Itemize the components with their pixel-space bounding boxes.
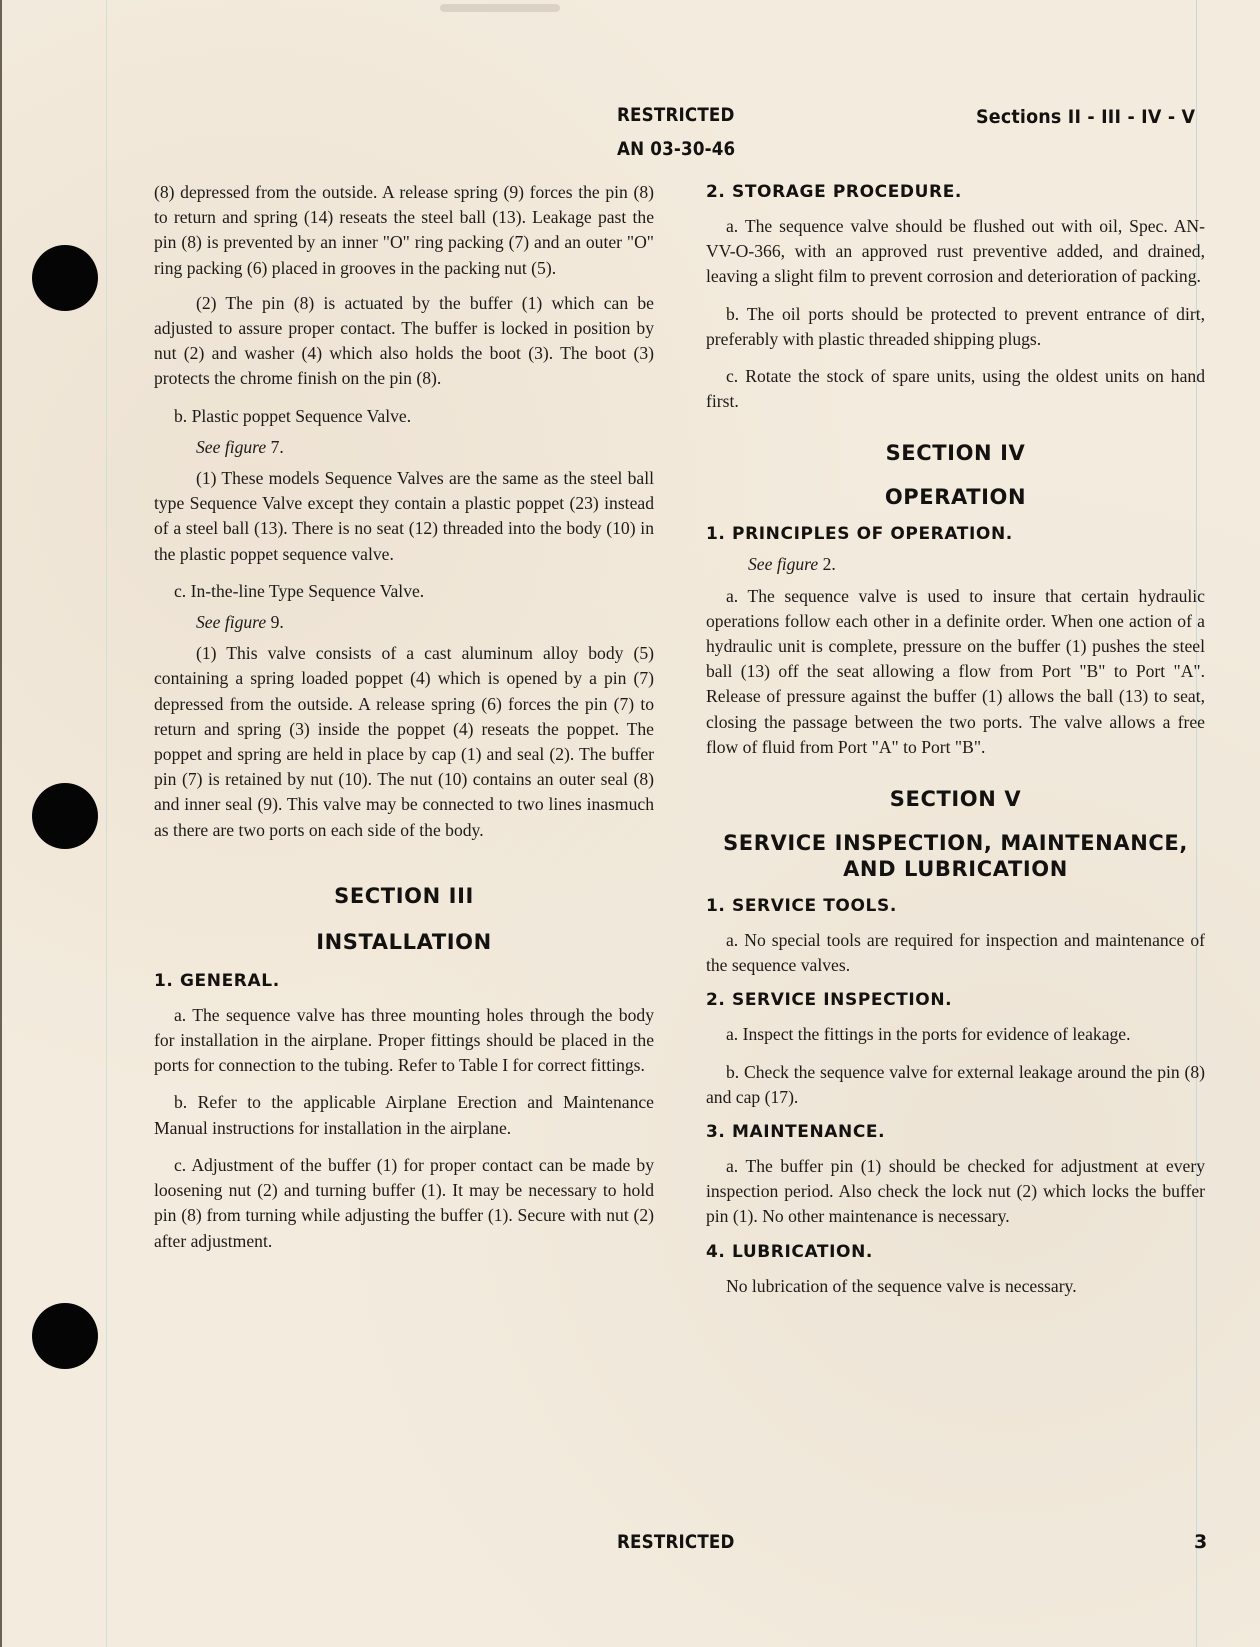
binder-hole-icon <box>32 783 98 849</box>
subsection-heading: 3. MAINTENANCE. <box>706 1122 886 1143</box>
subsection-heading: 1. PRINCIPLES OF OPERATION. <box>706 524 1013 545</box>
subsection-heading: 2. STORAGE PROCEDURE. <box>706 182 962 202</box>
paragraph: a. The buffer pin (1) should be checked for adjustment at every inspection period. Also check the lock nut (2) which locks the buffer pin (1). No other maintenance is necessary. <box>706 1156 1205 1227</box>
page-number: 3 <box>1194 1531 1208 1553</box>
paragraph: (2) The pin (8) is actuated by the buffer (1) which can be adjusted to assure proper contact. The buffer is locked in position by nut (2) and washer (4) which also holds the boot (3). The boot (3) protects the chrome finish on the pin (8). <box>154 292 654 389</box>
binder-hole-icon <box>32 245 98 311</box>
header-document-number: AN 03-30-46 <box>617 138 736 160</box>
page-edge <box>0 0 2 1647</box>
paragraph: No lubrication of the sequence valve is necessary. <box>726 1275 1077 1296</box>
paragraph: a. The sequence valve is used to insure that certain hydraulic operations follow each other in a definite order. When one action of a hydraulic unit is complete, pressure on the buffer (1) pushes the steel ball (13) off the seat allowing a flow from Port "B" to Port "A". Release of pressure against the buffer (1) allows the ball (13) to seat, closing the passage between the two ports. The valve allows a free flow of fluid from Port "A" to Port "B". <box>706 585 1205 757</box>
subsection-heading: 4. LUBRICATION. <box>706 1241 873 1262</box>
paragraph: (8) depressed from the outside. A release spring (9) forces the pin (8) to return and spring (14) reseats the steel ball (13). Leakage past the pin (8) is prevented by an inner "O" ring packing (7) and an outer "O" ring packing (6) placed in grooves in the packing nut (5). <box>154 182 654 278</box>
left-column <box>154 180 654 1254</box>
paragraph: b. Refer to the applicable Airplane Erection and Maintenance Manual instructions for installation in the airplane. <box>154 1092 654 1138</box>
paragraph: c. Adjustment of the buffer (1) for proper contact can be made by loosening nut (2) and turning buffer (1). It may be necessary to hold pin (8) from turning while adjusting the buffer (1). Secure with nut (2) after adjustment. <box>154 1154 654 1251</box>
section-title: SERVICE INSPECTION, MAINTENANCE, <box>723 831 1188 856</box>
paragraph: a. No special tools are required for inspection and maintenance of the sequence valves. <box>706 930 1205 976</box>
item-heading: c. In-the-line Type Sequence Valve. <box>174 580 425 601</box>
paragraph: b. Check the sequence valve for external leakage around the pin (8) and cap (17). <box>706 1061 1205 1107</box>
section-title: INSTALLATION <box>316 929 492 954</box>
subsection-heading: 2. SERVICE INSPECTION. <box>706 990 953 1011</box>
margin-line <box>106 0 107 1647</box>
paragraph: a. The sequence valve should be flushed out with oil, Spec. AN-VV-O-366, with an approved rust preventive added, and drained, leaving a slight film to prevent corrosion and deterioration of packing. <box>706 216 1205 287</box>
header-sections-label: Sections II - III - IV - V <box>976 106 1196 128</box>
paragraph: (1) This valve consists of a cast aluminum alloy body (5) containing a spring loaded poppet (4) which is opened by a pin (7) depressed from the outside. A release spring (6) forces the pin (7) to return and spring (3) inside the poppet (4) reseats the poppet. The poppet and spring are held in place by cap (1) and seal (2). The buffer pin (7) is retained by nut (10). The nut (10) contains an outer seal (8) and inner seal (9). This valve may be connected to two lines inasmuch as there are two ports on each side of the body. <box>154 643 654 840</box>
paragraph: a. Inspect the fittings in the ports for evidence of leakage. <box>726 1024 1131 1045</box>
header-classification: RESTRICTED <box>617 104 735 126</box>
subsection-heading: 1. SERVICE TOOLS. <box>706 896 897 917</box>
binder-hole-icon <box>32 1303 98 1369</box>
section-title: OPERATION <box>884 485 1027 510</box>
subsection-heading: 1. GENERAL. <box>154 970 280 991</box>
section-heading: SECTION IV <box>885 441 1026 466</box>
figure-reference: See figure 9. <box>196 612 284 633</box>
figure-reference: See figure 7. <box>196 436 284 457</box>
section-title: AND LUBRICATION <box>843 857 1068 882</box>
paragraph: c. Rotate the stock of spare units, using the oldest units on hand first. <box>706 366 1205 412</box>
scan-smudge <box>440 4 560 12</box>
item-heading: b. Plastic poppet Sequence Valve. <box>174 405 412 426</box>
paragraph: b. The oil ports should be protected to prevent entrance of dirt, preferably with plastic threaded shipping plugs. <box>706 303 1205 349</box>
section-heading: SECTION V <box>889 787 1022 812</box>
paragraph: a. The sequence valve has three mounting holes through the body for installation in the airplane. Proper fittings should be placed in the ports for connection to the tubing. Refer to Table I for correct fittings. <box>154 1004 654 1076</box>
footer-classification: RESTRICTED <box>617 1531 735 1553</box>
figure-reference: See figure 2. <box>748 554 836 575</box>
section-heading: SECTION III <box>334 883 474 908</box>
right-column <box>706 180 1205 1299</box>
paragraph: (1) These models Sequence Valves are the same as the steel ball type Sequence Valve except they contain a plastic poppet (23) instead of a steel ball (13). There is no seat (12) threaded into the body (10) in the plastic poppet sequence valve. <box>154 468 654 564</box>
